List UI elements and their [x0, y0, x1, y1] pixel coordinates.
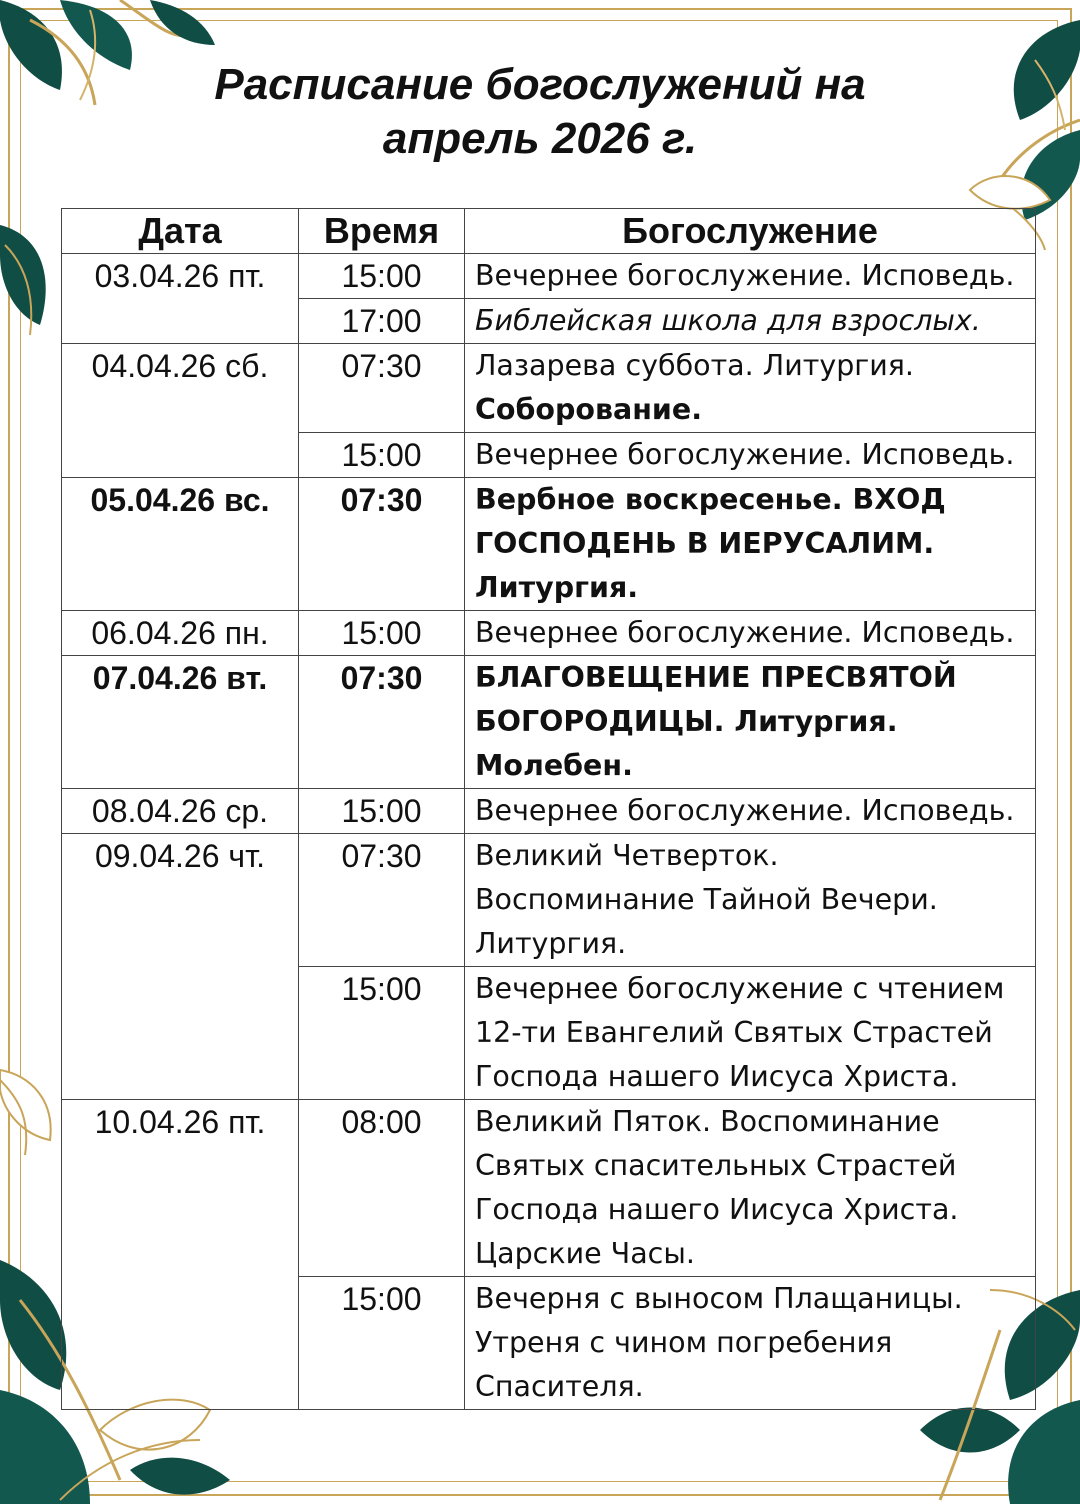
flower-left-mid-icon [0, 1060, 60, 1160]
service-line: БОГОРОДИЦЫ. Литургия. [475, 705, 898, 738]
header-service: Богослужение [465, 209, 1036, 254]
service-cell [465, 433, 1036, 478]
table-row [62, 789, 1036, 834]
time-cell: 15:00 [299, 611, 465, 656]
table-row [62, 1100, 1036, 1277]
date-cell: 04.04.26 сб. [62, 344, 299, 478]
service-line: Господа нашего Иисуса Христа. [475, 1060, 959, 1093]
service-line: Вечернее богослужение. Исповедь. [475, 616, 1015, 649]
table-row [62, 344, 1036, 433]
service-line: Литургия. [475, 927, 627, 960]
date-cell: 10.04.26 пт. [62, 1100, 299, 1410]
time-cell: 15:00 [299, 789, 465, 834]
service-cell [465, 611, 1036, 656]
time-cell: 07:30 [299, 834, 465, 967]
service-line: Библейская школа для взрослых. [475, 304, 981, 337]
service-line: Спасителя. [475, 1370, 644, 1403]
page-title [0, 58, 1080, 166]
service-line: Великий Пяток. Воспоминание [475, 1105, 940, 1138]
service-line: Воспоминание Тайной Вечери. [475, 883, 938, 916]
service-cell [465, 789, 1036, 834]
service-line: Вербное воскресенье. ВХОД [475, 483, 946, 516]
service-line: Святых спасительных Страстей [475, 1149, 957, 1182]
date-cell: 07.04.26 вт. [62, 656, 299, 789]
service-line: Вечернее богослужение. Исповедь. [475, 438, 1015, 471]
date-cell: 03.04.26 пт. [62, 254, 299, 344]
service-cell [465, 478, 1036, 611]
schedule-table [61, 208, 1036, 1410]
service-line: Вечернее богослужение. Исповедь. [475, 259, 1015, 292]
service-line: Литургия. [475, 571, 639, 604]
service-line: Вечерня с выносом Плащаницы. [475, 1282, 963, 1315]
table-row [62, 478, 1036, 611]
table-row [62, 611, 1036, 656]
time-cell: 07:30 [299, 656, 465, 789]
time-cell: 07:30 [299, 478, 465, 611]
service-line: Вечернее богослужение с чтением [475, 972, 1005, 1005]
service-line: Господа нашего Иисуса Христа. [475, 1193, 959, 1226]
time-cell: 07:30 [299, 344, 465, 433]
time-cell: 15:00 [299, 254, 465, 299]
service-line: Царские Часы. [475, 1237, 695, 1270]
service-line: Вечернее богослужение. Исповедь. [475, 794, 1015, 827]
flower-left-upper-icon [0, 215, 60, 345]
header-time: Время [299, 209, 465, 254]
service-cell [465, 1100, 1036, 1277]
service-line: 12-ти Евангелий Святых Страстей [475, 1016, 993, 1049]
time-cell: 08:00 [299, 1100, 465, 1277]
table-header-row [62, 209, 1036, 254]
service-line: Великий Четверток. [475, 839, 779, 872]
service-line: Молебен. [475, 749, 633, 782]
service-cell [465, 254, 1036, 299]
service-cell [465, 834, 1036, 967]
service-line: БЛАГОВЕЩЕНИЕ ПРЕСВЯТОЙ [475, 661, 957, 694]
service-line: ГОСПОДЕНЬ В ИЕРУСАЛИМ. [475, 527, 935, 560]
service-line: Утреня с чином погребения [475, 1326, 893, 1359]
date-cell: 08.04.26 ср. [62, 789, 299, 834]
service-cell [465, 344, 1036, 433]
title-line-1: Расписание богослужений на [214, 60, 866, 109]
service-line: Лазарева суббота. Литургия. [475, 349, 914, 382]
date-cell: 05.04.26 вс. [62, 478, 299, 611]
date-cell: 09.04.26 чт. [62, 834, 299, 1100]
time-cell: 15:00 [299, 967, 465, 1100]
service-cell [465, 299, 1036, 344]
table-row [62, 254, 1036, 299]
time-cell: 17:00 [299, 299, 465, 344]
title-line-2: апрель 2026 г. [382, 114, 698, 163]
header-date: Дата [62, 209, 299, 254]
service-cell [465, 967, 1036, 1100]
time-cell: 15:00 [299, 1277, 465, 1410]
service-cell [465, 1277, 1036, 1410]
date-cell: 06.04.26 пн. [62, 611, 299, 656]
table-row [62, 656, 1036, 789]
time-cell: 15:00 [299, 433, 465, 478]
service-cell [465, 656, 1036, 789]
table-row [62, 834, 1036, 967]
service-line: Соборование. [475, 393, 703, 426]
